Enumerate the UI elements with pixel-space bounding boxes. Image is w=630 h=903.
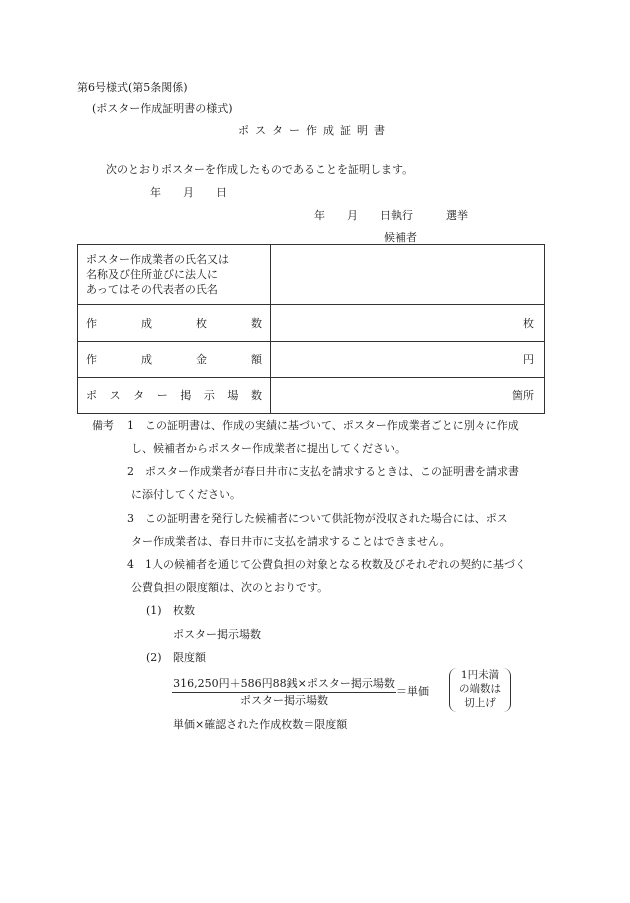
note-line: に添付してください。	[131, 488, 241, 501]
sub-item-label: 枚数	[173, 604, 195, 617]
sub-item-label: 限度額	[173, 651, 206, 664]
table-row	[78, 245, 545, 305]
unit-label: 箇所	[512, 389, 534, 402]
vendor-label-line: 名称及び住所並びに法人に	[86, 268, 218, 281]
label-char: 示	[203, 389, 215, 402]
formula-limit: 単価×確認された作成枚数＝限度額	[173, 718, 348, 731]
vendor-label-line: ポスター作成業者の氏名又は	[86, 253, 229, 266]
label-char: 場	[227, 389, 239, 402]
table-row	[78, 342, 545, 378]
label-char: 枚	[196, 316, 207, 330]
formula-numerator: 316,250円＋586円88銭×ポスター掲示場数	[172, 677, 396, 693]
note-line: ポスター作成業者が春日井市に支払を請求するときは、この証明書を請求書	[145, 465, 519, 478]
board-count-value-cell[interactable]	[271, 378, 545, 414]
election-line: 年 月 日執行 選挙	[314, 209, 468, 222]
amount-label-cell	[78, 342, 271, 378]
note-number: 3	[127, 512, 134, 525]
form-subtitle: (ポスター作成証明書の様式)	[92, 102, 233, 115]
note-number: 2	[127, 465, 134, 478]
label-char: ー	[156, 389, 168, 402]
sub-item-number: (2)	[146, 651, 162, 664]
vendor-label-line: あってはその代表者の氏名	[86, 283, 218, 296]
form-number: 第6号様式(第5条関係)	[77, 81, 188, 94]
label-char: 成	[141, 353, 152, 366]
formula-fraction	[172, 677, 396, 708]
label-char: 額	[251, 353, 262, 366]
certificate-table	[77, 244, 545, 414]
sub-item-number: (1)	[146, 604, 162, 617]
date-line: 年 月 日	[150, 186, 227, 199]
rounding-note-line: の端数は	[459, 683, 501, 695]
notes-heading: 備考	[92, 419, 114, 432]
note-line: この証明書は、作成の実績に基づいて、ポスター作成業者ごとに別々に作成	[145, 419, 519, 432]
label-char: 掲	[180, 389, 192, 402]
quantity-value-cell[interactable]	[271, 305, 545, 342]
label-char: 数	[250, 389, 262, 402]
note-number: 4	[127, 558, 134, 571]
note-line: 公費負担の限度額は、次のとおりです。	[131, 581, 329, 594]
note-line: ター作成業者は、春日井市に支払を請求することはできません。	[131, 535, 451, 548]
formula-result: ＝単価	[396, 685, 429, 698]
sub-item-value: ポスター掲示場数	[173, 628, 261, 641]
intro-text: 次のとおりポスターを作成したものであることを証明します。	[106, 163, 414, 176]
unit-label: 円	[523, 353, 534, 366]
note-number: 1	[127, 419, 134, 432]
label-char: 数	[251, 316, 262, 330]
note-line: この証明書を発行した候補者について供託物が没収された場合には、ポス	[145, 512, 508, 525]
rounding-note-line: 1円未満	[460, 669, 500, 681]
table-row	[78, 305, 545, 342]
amount-value-cell[interactable]	[271, 342, 545, 378]
label-char: 金	[196, 353, 207, 366]
formula-denominator: ポスター掲示場数	[240, 694, 328, 707]
page-title: ポスター作成証明書	[238, 124, 391, 137]
rounding-note-bracket	[449, 668, 511, 712]
unit-label: 枚	[523, 316, 534, 330]
table-row	[78, 378, 545, 414]
rounding-note-line: 切上げ	[464, 697, 496, 709]
vendor-value-cell[interactable]	[271, 245, 545, 305]
label-char: 作	[86, 316, 97, 330]
label-char: 成	[141, 316, 152, 330]
board-count-label-cell	[78, 378, 271, 414]
note-line: し、候補者からポスター作成業者に提出してください。	[131, 442, 406, 455]
vendor-label-cell	[78, 245, 271, 305]
label-char: 作	[86, 353, 97, 366]
label-char: タ	[133, 389, 145, 402]
label-char: ス	[109, 389, 121, 402]
quantity-label-cell	[78, 305, 271, 342]
label-char: ポ	[86, 389, 97, 402]
candidate-label: 候補者	[384, 231, 417, 244]
note-line: 1人の候補者を通じて公費負担の対象となる枚数及びそれぞれの契約に基づく	[145, 558, 526, 571]
